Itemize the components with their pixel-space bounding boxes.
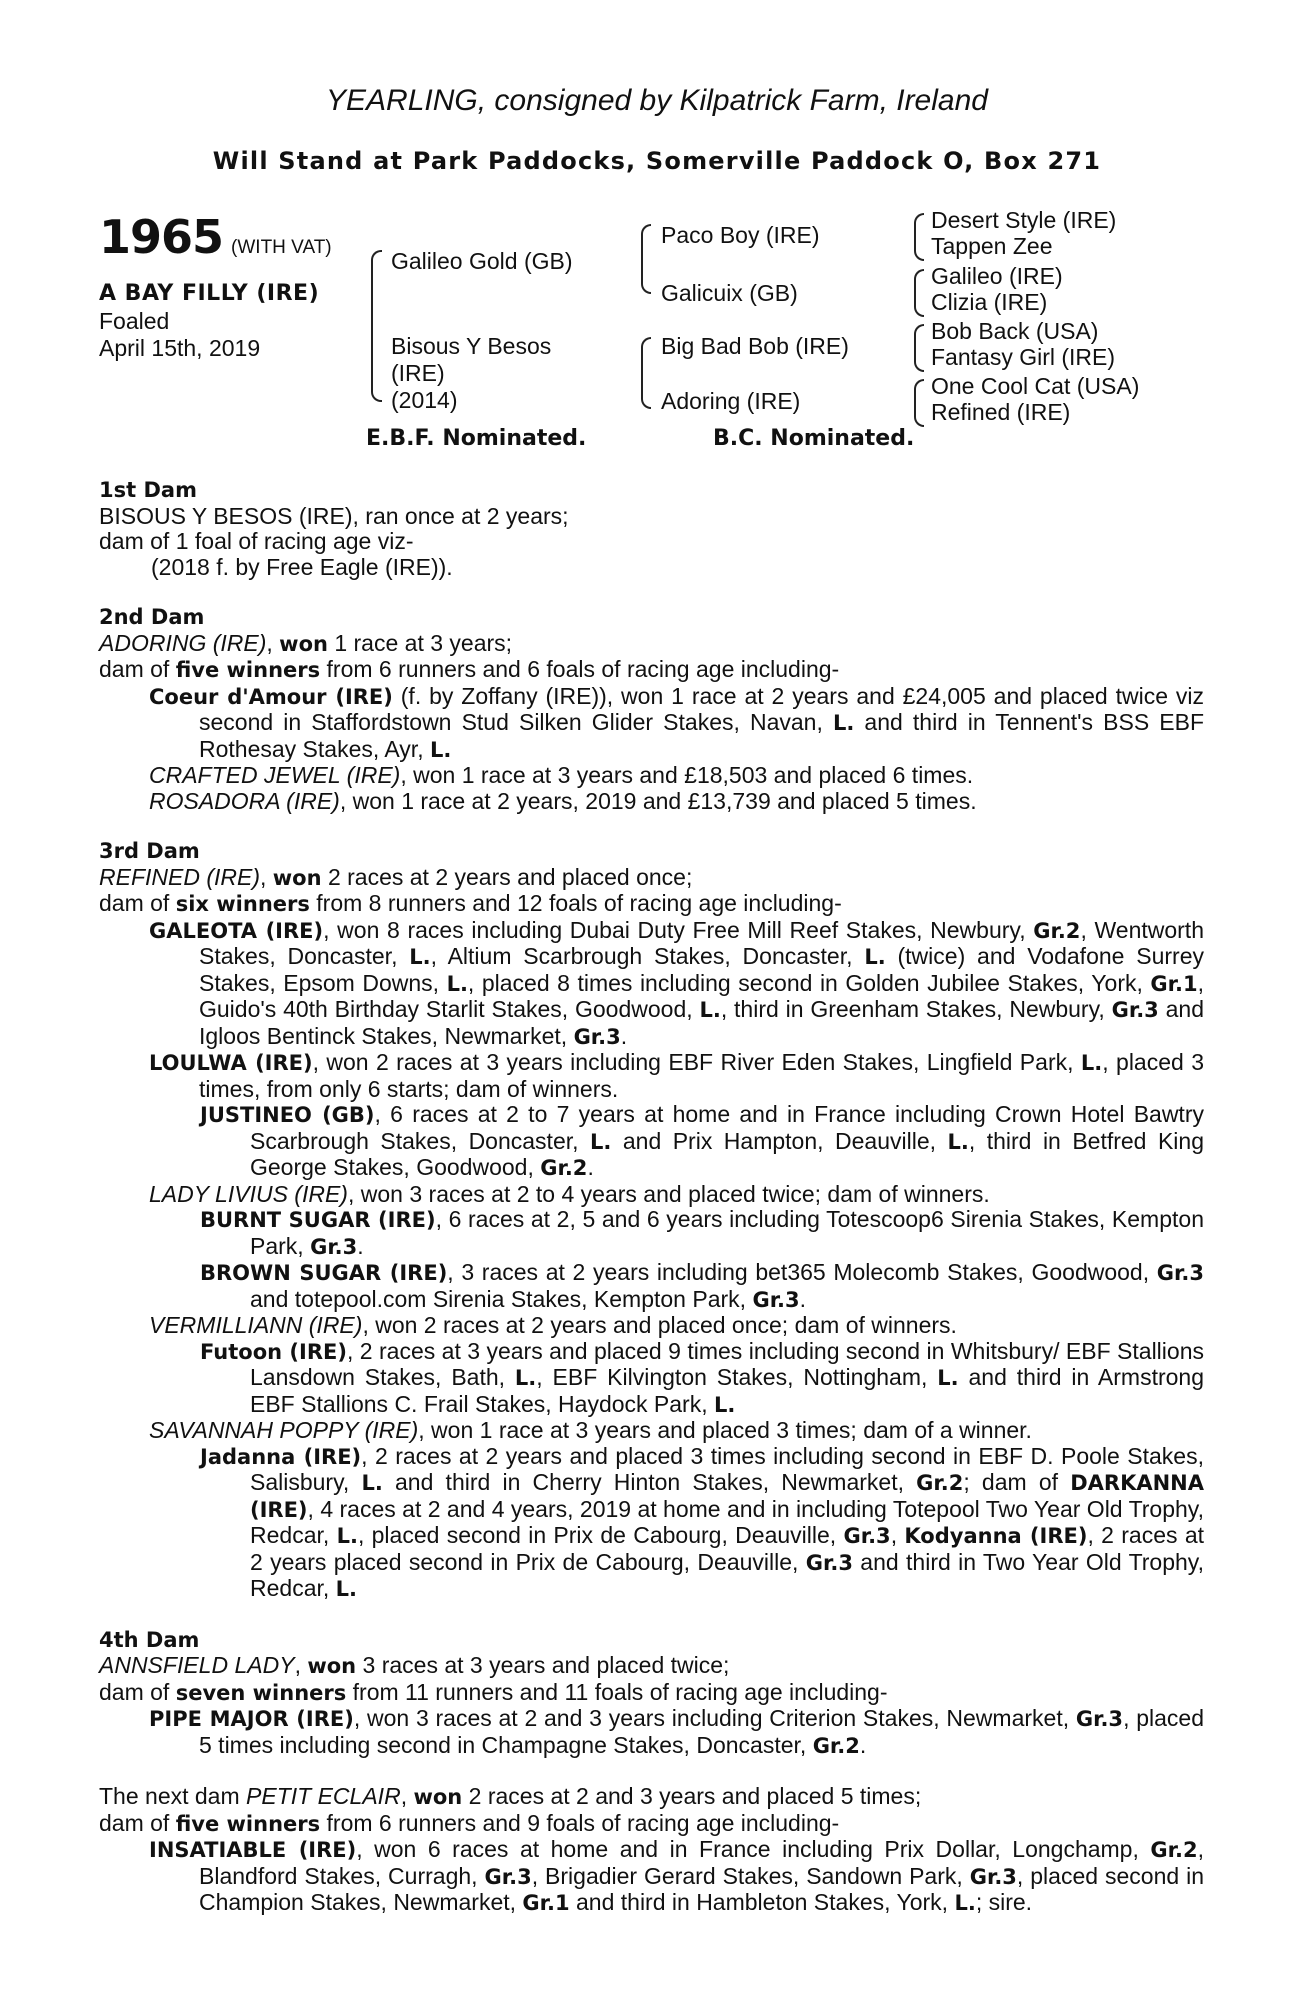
produce-entry: PIPE MAJOR (IRE), won 3 races at 2 and 3 years including Criterion Stakes, Newmarket, Gr.3, placed 5 times including second in Champagne Stakes, Doncaster, Gr.2. (149, 1705, 1204, 1758)
pedigree-dss: Bob Back (USA) (931, 318, 1099, 344)
second-dam-section: 2nd Dam ADORING (IRE), won 1 race at 3 years; dam of five winners from 6 runners and 6 foals of racing age including- Coeur d'Amour (IRE) (f. by Zoffany (IRE)), won 1 race at 2 years and £24,005 and placed twice viz second in Staffordstown Stud Silken Glider Stakes, Navan, L. and third in Tennent's BSS EBF Rothesay Stakes, Ayr, L. CRAFTED JEWEL (IRE), won 1 race at 3 years and £18,503 and placed 6 times. ROSADORA (IRE), won 1 race at 2 years, 2019 and £13,739 and placed 5 times. (99, 605, 1204, 814)
foaled-date: April 15th, 2019 (99, 335, 261, 361)
third-dam-section: 3rd Dam REFINED (IRE), won 2 races at 2 years and placed once; dam of six winners from 8 runners and 12 foals of racing age including- GALEOTA (IRE), won 8 races including Dubai Duty Free Mill Reef Stakes, Newbury, Gr.2, Wentworth Stakes, Doncaster, L., Altium Scarbrough Stakes, Doncaster, L. (twice) and Vodafone Surrey Stakes, Epsom Downs, L., placed 8 times including second in Golden Jubilee Stakes, York, Gr.1, Guido's 40th Birthday Starlit Stakes, Goodwood, L., third in Greenham Stakes, Newbury, Gr.3 and Igloos Bentinck Stakes, Newmarket, Gr.3. LOULWA (IRE), won 2 races at 3 years including EBF River Eden Stakes, Lingfield Park, L., placed 3 times, from only 6 starts; dam of winners. JUSTINEO (GB), 6 races at 2 to 7 years at home and in France including Crown Hotel Bawtry Scarbrough Stakes, Doncaster, L. and Prix Hampton, Deauville, L., third in Betfred King George Stakes, Goodwood, Gr.2. LADY LIVIUS (IRE), won 3 races at 2 to 4 years and placed twice; dam of winners. BURNT SUGAR (IRE), 6 races at 2, 5 and 6 years including Totescoop6 Sirenia Stakes, Kempton Park, Gr.3. BROWN SUGAR (IRE), 3 races at 2 years including bet365 Molecomb Stakes, Goodwood, Gr.3 and totepool.com Sirenia Stakes, Kempton Park, Gr.3. VERMILLIANN (IRE), won 2 races at 2 years and placed once; dam of winners. Futoon (IRE), 2 races at 3 years and placed 9 times including second in Whitsbury/ EBF Stallions Lansdown Stakes, Bath, L., EBF Kilvington Stakes, Nottingham, L. and third in Armstrong EBF Stallions C. Frail Stakes, Haydock Park, L. SAVANNAH POPPY (IRE), won 1 race at 3 years and placed 3 times; dam of a winner. Jadanna (IRE), 2 races at 2 years and placed 3 times including second in EBF D. Poole Stakes, Salisbury, L. and third in Cherry Hinton Stakes, Newmarket, Gr.2; dam of DARKANNA (IRE), 4 races at 2 and 4 years, 2019 at home and in including Totepool Two Year Old Trophy, Redcar, L., placed second in Prix de Cabourg, Deauville, Gr.3, Kodyanna (IRE), 2 races at 2 years placed second in Prix de Cabourg, Deauville, Gr.3 and third in Two Year Old Trophy, Redcar, L. (99, 839, 1205, 1601)
pedigree-sds: Galileo (IRE) (931, 263, 1063, 289)
pedigree-brace-dd (914, 379, 924, 427)
produce-entry: BURNT SUGAR (IRE), 6 races at 2, 5 and 6 years including Totescoop6 Sirenia Stakes, Kempton Park, Gr.3. (200, 1206, 1204, 1259)
third-dam-heading: 3rd Dam (99, 839, 200, 863)
produce-entry: BROWN SUGAR (IRE), 3 races at 2 years including bet365 Molecomb Stakes, Goodwood, Gr.3 and totepool.com Sirenia Stakes, Kempton Park, Gr.3. (200, 1259, 1204, 1312)
produce-entry: Futoon (IRE), 2 races at 3 years and placed 9 times including second in Whitsbury/ EBF Stallions Lansdown Stakes, Bath, L., EBF Kilvington Stakes, Nottingham, L. and third in Armstrong EBF Stallions C. Frail Stakes, Haydock Park, L. (200, 1337, 1204, 1417)
produce-entry: ROSADORA (IRE), won 1 race at 2 years, 2019 and £13,739 and placed 5 times. (149, 787, 977, 814)
pedigree-dam-dam: Adoring (IRE) (661, 388, 801, 414)
produce-entry: INSATIABLE (IRE), won 6 races at home and in France including Prix Dollar, Longchamp, Gr.2, Blandford Stakes, Curragh, Gr.3, Brigadier Gerard Stakes, Sandown Park, Gr.3, placed second in Champion Stakes, Newmarket, Gr.1 and third in Hambleton Stakes, York, L.; sire. (149, 1836, 1205, 1915)
pedigree-sdd: Clizia (IRE) (931, 289, 1048, 315)
produce-entry: Jadanna (IRE), 2 races at 2 years and placed 3 times including second in EBF D. Poole Stakes, Salisbury, L. and third in Cherry Hinton Stakes, Newmarket, Gr.2; dam of DARKANNA (IRE), 4 races at 2 and 4 years, 2019 at home and in including Totepool Two Year Old Trophy, Redcar, L., placed second in Prix de Cabourg, Deauville, Gr.3, Kodyanna (IRE), 2 races at 2 years placed second in Prix de Cabourg, Deauville, Gr.3 and third in Two Year Old Trophy, Redcar, L. (200, 1442, 1205, 1601)
pedigree-sire-sire: Paco Boy (IRE) (661, 222, 820, 248)
pedigree-dds: One Cool Cat (USA) (931, 373, 1140, 399)
pedigree-dam-sire: Big Bad Bob (IRE) (661, 333, 849, 359)
pedigree-sire: Galileo Gold (GB) (391, 248, 573, 274)
pedigree-sss: Desert Style (IRE) (931, 207, 1117, 233)
produce-entry: VERMILLIANN (IRE), won 2 races at 2 years and placed once; dam of winners. (149, 1312, 957, 1338)
horse-name: A BAY FILLY (IRE) (99, 281, 320, 306)
bc-nominated: B.C. Nominated. (713, 426, 915, 451)
produce-entry: SAVANNAH POPPY (IRE), won 1 race at 3 years and placed 3 times; dam of a winner. (149, 1417, 1032, 1443)
pedigree-brace-ss (914, 213, 924, 261)
produce-entry: JUSTINEO (GB), 6 races at 2 to 7 years at home and in France including Crown Hotel Bawtry Scarbrough Stakes, Doncaster, L. and Prix Hampton, Deauville, L., third in Betfred King George Stakes, Goodwood, Gr.2. (200, 1101, 1204, 1180)
produce-record (99, 478, 1204, 1917)
lot-number: 1965 (99, 210, 224, 264)
produce-entry: LADY LIVIUS (IRE), won 3 races at 2 to 4 years and placed twice; dam of winners. (149, 1180, 990, 1207)
foaled-info (99, 308, 260, 362)
next-dam-section: The next dam PETIT ECLAIR, won 2 races at 2 and 3 years and placed 5 times; dam of five winners from 6 runners and 9 foals of racing age including- INSATIABLE (IRE), won 6 races at home and in France including Prix Dollar, Longchamp, Gr.2, Blandford Stakes, Curragh, Gr.3, Brigadier Gerard Stakes, Sandown Park, Gr.3, placed second in Champion Stakes, Newmarket, Gr.1 and third in Hambleton Stakes, York, L.; sire. (99, 1783, 1205, 1915)
pedigree-brace-ds (914, 324, 924, 372)
pedigree-brace-sire (641, 224, 651, 294)
pedigree-brace-sd (914, 269, 924, 317)
produce-entry: Coeur d'Amour (IRE) (f. by Zoffany (IRE)), won 1 race at 2 years and £24,005 and placed twice viz second in Staffordstown Stud Silken Glider Stakes, Navan, L. and third in Tennent's BSS EBF Rothesay Stakes, Ayr, L. (149, 682, 1204, 762)
pedigree-brace-dam (641, 337, 651, 409)
pedigree-brace-gen1 (371, 250, 382, 402)
foaled-label: Foaled (99, 308, 170, 334)
lot-number-block (99, 210, 332, 264)
fourth-dam-heading: 4th Dam (99, 1627, 200, 1652)
stand-location: Will Stand at Park Paddocks, Somerville Paddock O, Box 271 (212, 147, 1102, 175)
ebf-nominated: E.B.F. Nominated. (366, 426, 587, 451)
first-dam-section: 1st Dam BISOUS Y BESOS (IRE), ran once at 2 years; dam of 1 foal of racing age viz- (2018 f. by Free Eagle (IRE)). (99, 478, 1204, 580)
pedigree-sire-dam: Galicuix (GB) (661, 280, 798, 306)
fourth-dam-section: 4th Dam ANNSFIELD LADY, won 3 races at 3 years and placed twice; dam of seven winners from 11 runners and 11 foals of racing age including- PIPE MAJOR (IRE), won 3 races at 2 and 3 years including Criterion Stakes, Newmarket, Gr.3, placed 5 times including second in Champagne Stakes, Doncaster, Gr.2. (99, 1627, 1204, 1758)
second-dam-heading: 2nd Dam (99, 605, 205, 629)
pedigree-ddd: Refined (IRE) (931, 399, 1071, 425)
produce-entry: GALEOTA (IRE), won 8 races including Dubai Duty Free Mill Reef Stakes, Newbury, Gr.2, Wentworth Stakes, Doncaster, L., Altium Scarbrough Stakes, Doncaster, L. (twice) and Vodafone Surrey Stakes, Epsom Downs, L., placed 8 times including second in Golden Jubilee Stakes, York, Gr.1, Guido's 40th Birthday Starlit Stakes, Goodwood, L., third in Greenham Stakes, Newbury, Gr.3 and Igloos Bentinck Stakes, Newmarket, Gr.3. (149, 916, 1204, 1049)
consignment-line: YEARLING, consigned by Kilpatrick Farm, Ireland (326, 84, 988, 117)
pedigree-dsd: Fantasy Girl (IRE) (931, 344, 1116, 370)
pedigree-ssd: Tappen Zee (931, 233, 1053, 259)
vat-note: (WITH VAT) (231, 237, 332, 258)
produce-entry: CRAFTED JEWEL (IRE), won 1 race at 3 years and £18,503 and placed 6 times. (149, 762, 974, 788)
first-dam-heading: 1st Dam (99, 478, 197, 502)
pedigree-dam: Bisous Y Besos (IRE) (2014) (391, 333, 552, 413)
produce-entry: LOULWA (IRE), won 2 races at 3 years including EBF River Eden Stakes, Lingfield Park, L., placed 3 times, from only 6 starts; dam of winners. (149, 1049, 1204, 1102)
